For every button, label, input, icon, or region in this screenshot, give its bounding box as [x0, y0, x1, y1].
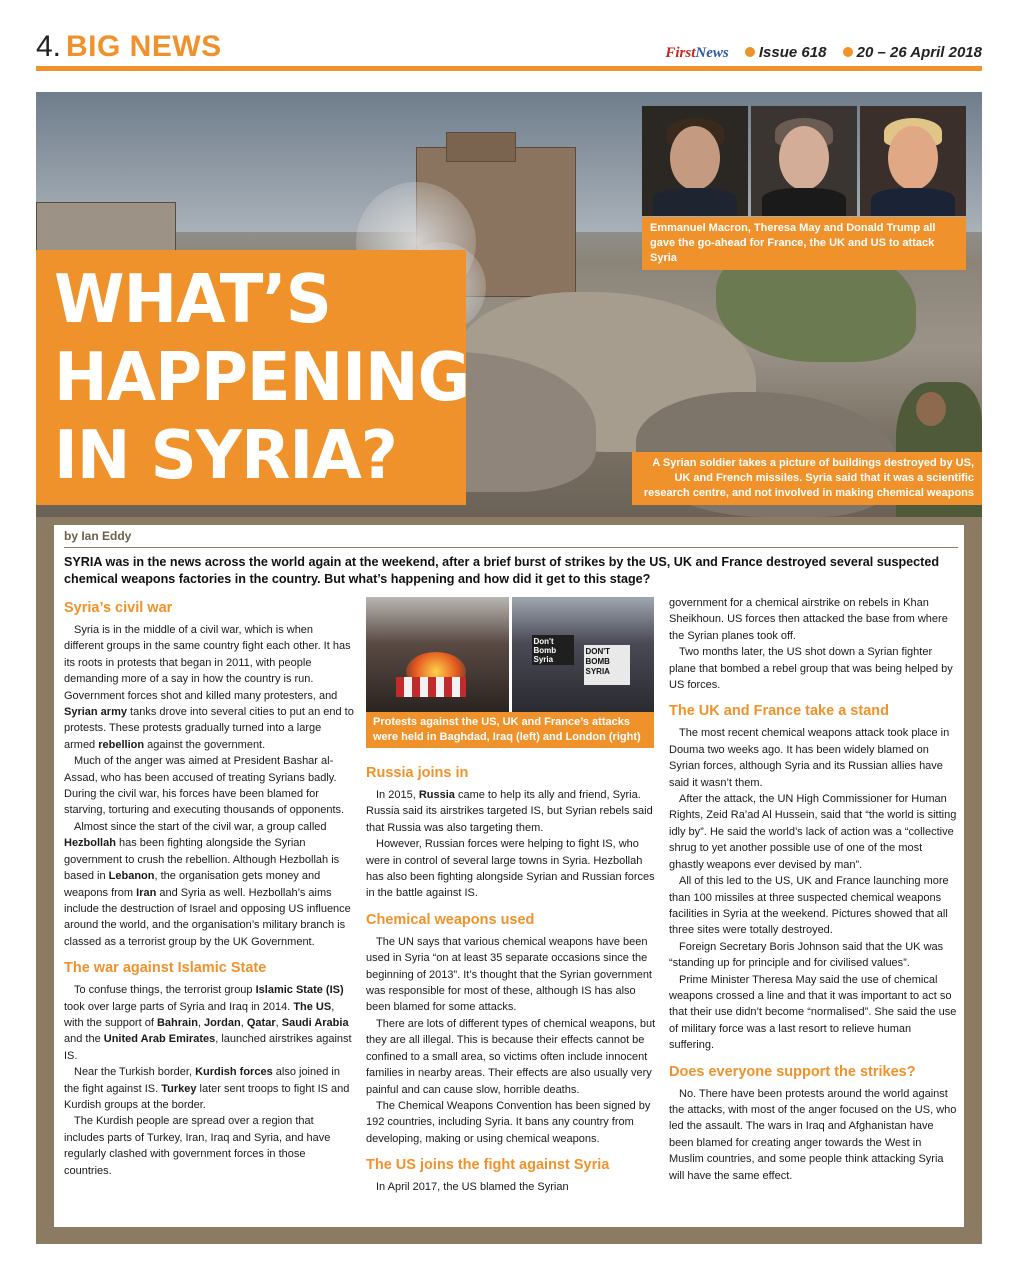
paragraph: Almost since the start of the civil war, a group called Hezbollah has been fighting alongside the Syrian government to crush the rebellion. Although Hezbollah is based in Lebanon, the organisation gets money and weapons from Iran and Syria as well. Hezbollah’s aims include the destruction of Israel and opposing US influence around the world, and the organisation’s military branch is classed as a terrorist group by the UK Government.	[64, 820, 351, 948]
paragraph: In 2015, Russia came to help its ally and friend, Syria. Russia said its airstrikes targeted IS, but Syrian rebels said that Russia was also targeting them.	[366, 789, 653, 834]
paragraph: The Chemical Weapons Convention has been signed by 192 countries, including Syria. It bans any country from developing, making or using chemical weapons.	[366, 1099, 651, 1145]
paragraph: No. There have been protests around the world against the attacks, with most of the anger focused on the US, who led the assault. The wars in Iraq and Afghanistan have been blamed for creating anger towards the West in Muslim countries, and some people think attacking Syria will have the same effect.	[669, 1087, 957, 1182]
headline-line-3: IN SYRIA?	[54, 417, 397, 495]
paragraph: However, Russian forces were helping to fight IS, who were in control of several large towns in Syria. Hezbollah has also been fighting alongside Syrian and Russian forces in the battle against IS.	[366, 838, 655, 900]
heading-russia: Russia joins in	[366, 765, 469, 781]
paragraph: Syria is in the middle of a civil war, which is when different groups in the same country fight each other. It has its roots in protests that began in 2011, with people demanding more of a say in how the country is run. Government forces shot and killed many protesters, and Syrian army tanks drove into several cities to put an end to protests. These protests gradually turned into a large armed rebellion against the government.	[64, 624, 354, 751]
leaders-caption: Emmanuel Macron, Theresa May and Donald Trump all gave the go-ahead for France, the UK and US to attack Syria	[642, 217, 966, 270]
byline-rule	[64, 547, 958, 548]
paragraph: The most recent chemical weapons attack took place in Douma two weeks ago. It has been widely blamed on Syrian forces, although Syria and its Russian allies have said it wasn’t them.	[669, 727, 950, 789]
ruined-building	[446, 132, 516, 162]
issue-number: Issue 618	[758, 44, 827, 61]
headline-line-2: HAPPENING	[54, 339, 470, 417]
column-2	[366, 762, 656, 1196]
headline-box	[36, 250, 470, 505]
portrait-may	[751, 106, 857, 216]
heading-support: Does everyone support the strikes?	[669, 1063, 916, 1080]
column-1	[64, 597, 354, 1179]
paragraph: Near the Turkish border, Kurdish forces also joined in the fight against IS. Turkey later sent troops to fight IS and Kurdish groups at the border.	[64, 1066, 350, 1111]
heading-uk-france: The UK and France take a stand	[669, 703, 889, 720]
paragraph: The UN says that various chemical weapons have been used in Syria “on at least 35 separate occasions since the beginning of 2013”. It’s thought that the Syrian government was responsible for most of these, although IS has also been blamed for some attacks.	[366, 935, 652, 1014]
paragraph: The Kurdish people are spread over a region that includes parts of Turkey, Iran, Iraq and Syria, and have regularly clashed with government forces in those countries.	[64, 1115, 331, 1177]
brand-news: News	[695, 45, 729, 61]
paragraph: Much of the anger was aimed at President Bashar al-Assad, who has been accused of treating Syrians badly. During the civil war, his forces have been blamed for starving, torturing and executing thousands of opponents.	[64, 755, 345, 817]
photo-london	[512, 597, 655, 712]
paragraph: After the attack, the UN High Commissioner for Human Rights, Zeid Ra’ad Al Hussein, said that “the world is sitting idly by”. He said the world’s lack of action was a “collective shrug to yet another possible use of one of the most ghastly weapons ever devised by man”.	[669, 793, 957, 871]
headline-line-1: WHAT’S	[54, 261, 331, 339]
paragraph: Prime Minister Theresa May said the use of chemical weapons crossed a line and that it was important to act so that their use didn’t become “normalised”. She said the use of military force was a last resort to relieve human suffering.	[669, 973, 957, 1052]
burning-flag	[396, 677, 466, 697]
bullet-icon	[745, 47, 755, 57]
header-rule	[36, 66, 982, 71]
paragraph: Foreign Secretary Boris Johnson said that the UK was “standing up for principle and for civilised values”.	[669, 940, 944, 970]
protest-photos	[366, 597, 654, 712]
heading-islamic-state: The war against Islamic State	[64, 960, 267, 977]
photo-baghdad	[366, 597, 509, 712]
issue-info	[665, 44, 982, 62]
heading-chemical: Chemical weapons used	[366, 911, 535, 928]
paragraph: Two months later, the US shot down a Syrian fighter plane that bombed a rebel group that was being helped by US forces.	[669, 646, 953, 692]
protest-caption: Protests against the US, UK and France’s attacks were held in Baghdad, Iraq (left) and London (right)	[366, 712, 654, 748]
paragraph: To confuse things, the terrorist group Islamic State (IS) took over large parts of Syria and Iraq in 2014. The US, with the support of Bahrain, Jordan, Qatar, Saudi Arabia and the United Arab Emirates, launched airstrikes against IS.	[64, 984, 352, 1062]
soldier-head	[916, 392, 946, 426]
portrait-macron	[642, 106, 748, 216]
section-title: BIG NEWS	[66, 30, 222, 63]
protest-sign: Don't Bomb Syria	[532, 635, 574, 665]
portrait-trump	[860, 106, 966, 216]
issue-date: 20 – 26 April 2018	[856, 44, 982, 61]
paragraph: All of this led to the US, UK and France launching more than 100 missiles at three suspected chemical weapons facilities in Syria at the weekend. Pictures showed that all three sites were totally destroyed.	[669, 875, 949, 937]
byline: by Ian Eddy	[64, 529, 132, 543]
page-header	[36, 30, 982, 70]
paragraph: There are lots of different types of chemical weapons, but they are all illegal. This is because their effects cannot be confined to a small area, so victims often include innocent families in nearby areas. Their effects are also usually very painful and can cause slow, horrible deaths.	[366, 1017, 656, 1096]
bullet-icon	[843, 47, 853, 57]
leaders-photos	[642, 106, 966, 216]
article-intro: SYRIA was in the news across the world again at the weekend, after a brief burst of strikes by the US, UK and France destroyed several suspected chemical weapons factories in the country. But what’s happening and how did it get to this stage?	[64, 555, 940, 586]
soldier-caption: A Syrian soldier takes a picture of buildings destroyed by US, UK and French missiles. Syria said that it was a scientific research centre, and not involved in making chemical weapons	[632, 452, 982, 505]
brand-first: First	[665, 45, 696, 61]
column-3	[669, 595, 959, 1184]
protest-sign: DON'T BOMB SYRIA	[584, 645, 630, 685]
heading-us-joins: The US joins the fight against Syria	[366, 1157, 610, 1174]
paragraph: In April 2017, the US blamed the Syrian	[376, 1181, 569, 1194]
heading-civil-war: Syria’s civil war	[64, 600, 173, 616]
page-number: 4.	[36, 30, 62, 63]
paragraph: government for a chemical airstrike on rebels in Khan Sheikhoun. US forces then attacked the base from where the Syrian planes took off.	[669, 597, 948, 642]
